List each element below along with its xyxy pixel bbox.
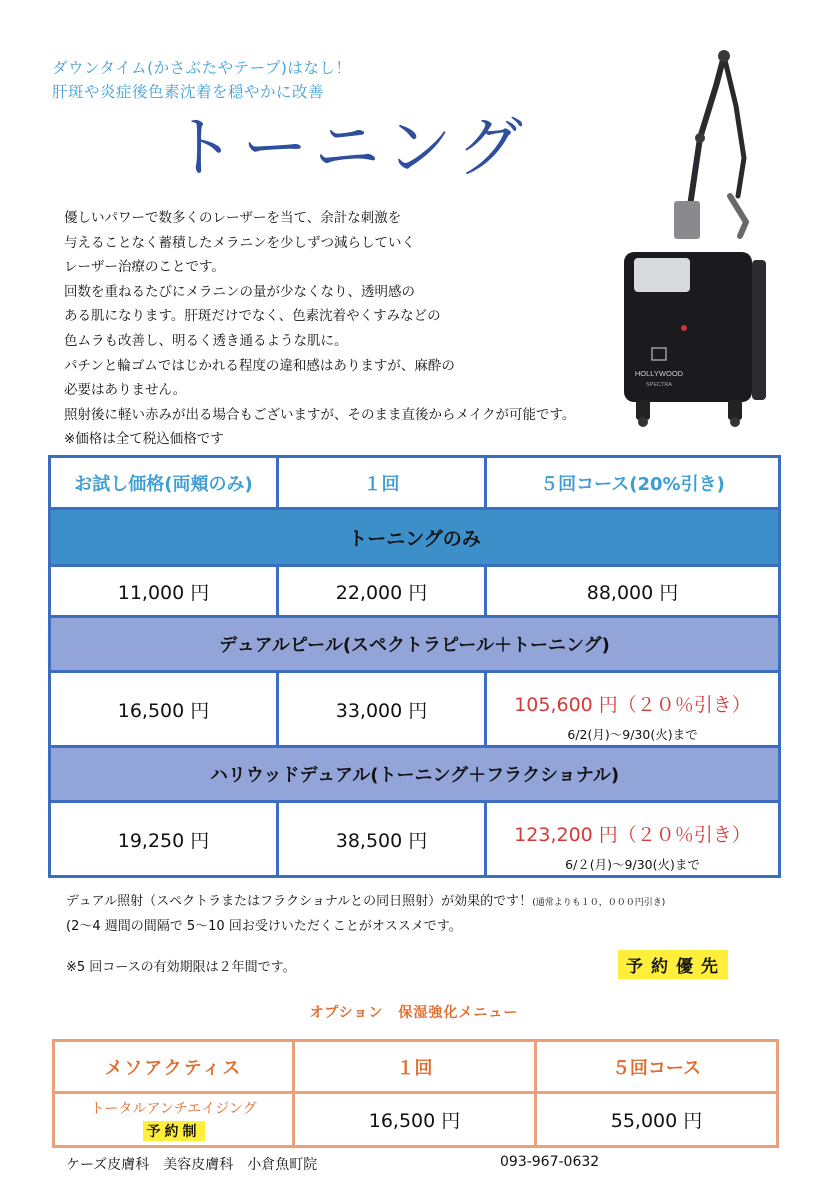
note-discount-small: (通常よりも１０，０００円引き) (532, 898, 666, 908)
description (64, 206, 604, 452)
tagline-line-2: 肝斑や炎症後色素沈着を穏やかに改善 (52, 83, 325, 101)
header-trial: お試し価格(両頬のみ) (50, 457, 278, 509)
price-cell: 88,000 円 (486, 566, 780, 617)
discount-price: 105,600 円（２０％引き） (514, 693, 751, 716)
header-single: １回 (278, 457, 486, 509)
price-cell: 33,000 円 (278, 672, 486, 747)
clinic-phone: 093-967-0632 (500, 1154, 600, 1170)
description-line: パチンと輪ゴムではじかれる程度の違和感はありますが、麻酔の (64, 357, 455, 374)
price-cell: 16,500 円 (50, 672, 278, 747)
section-title-dual-peel: デュアルピール(スペクトラピール＋トーニング) (50, 617, 780, 672)
note-line-2: (2～4 週間の間隔で 5～10 回お受けいただくことがオススメです。 (66, 919, 462, 934)
course-validity-note: ※5 回コースの有効期限は２年間です。 (66, 960, 296, 975)
option-name: メソアクティス (54, 1041, 294, 1093)
option-subtitle: トータルアンチエイジング (90, 1100, 257, 1117)
header-course: ５回コース(20%引き) (486, 457, 780, 509)
section-row (50, 509, 780, 566)
description-line: 回数を重ねるたびにメラニンの量が少なくなり、透明感の (64, 283, 415, 300)
device-arm (690, 56, 724, 206)
price-cell: 11,000 円 (50, 566, 278, 617)
option-price-row (54, 1093, 778, 1147)
device-screen (634, 258, 690, 292)
description-line: 色ムラも改善し、明るく透き通るような肌に。 (64, 332, 348, 349)
description-line: 優しいパワーで数多くのレーザーを当て、余計な刺激を (64, 210, 402, 226)
campaign-period: 6/2(月)～9/30(火)まで (567, 726, 698, 742)
price-cell-discount (486, 802, 780, 877)
option-price-single: 16,500 円 (294, 1093, 536, 1147)
option-header-row (54, 1041, 778, 1093)
section-title-hollywood-dual: ハリウッドデュアル(トーニング＋フラクショナル) (50, 747, 780, 802)
option-reservation-badge: 予約制 (143, 1121, 205, 1141)
description-line: 照射後に軽い赤みが出る場合もございますが、そのまま直後からメイクが可能です。 (64, 406, 576, 423)
price-cell: 19,250 円 (50, 802, 278, 877)
device-arm-upper (724, 56, 744, 196)
table-row (50, 566, 780, 617)
device-brand: HOLLYWOOD (634, 369, 684, 378)
price-cell-discount (486, 672, 780, 747)
option-header-course: ５回コース (536, 1041, 778, 1093)
option-description (54, 1093, 294, 1147)
option-header-single: １回 (294, 1041, 536, 1093)
section-title-toning: トーニングのみ (50, 509, 780, 566)
section-row (50, 617, 780, 672)
description-line: 必要はありません。 (64, 382, 187, 399)
campaign-period: 6/２(月)～9/30(火)まで (565, 856, 700, 872)
tagline (52, 56, 351, 104)
clinic-name: ケーズ皮膚科 美容皮膚科 小倉魚町院 (66, 1157, 318, 1173)
device-brand-sub: SPECTRA (646, 382, 672, 388)
section-row (50, 747, 780, 802)
discount-price: 123,200 円（２０％引き） (514, 823, 751, 846)
description-line: レーザー治療のことです。 (64, 259, 225, 276)
reservation-priority-badge: 予約優先 (618, 950, 728, 979)
option-title: オプション 保湿強化メニュー (309, 1005, 519, 1021)
price-cell: 22,000 円 (278, 566, 486, 617)
table-row (50, 802, 780, 877)
description-line: ある肌になります。肝斑だけでなく、色素沈着やくすみなどの (64, 308, 441, 325)
option-table (52, 1039, 779, 1148)
notes (66, 890, 665, 939)
footer (66, 1154, 600, 1174)
price-header-row (50, 457, 780, 509)
price-cell: 38,500 円 (278, 802, 486, 877)
laser-device-image (612, 46, 782, 446)
tagline-line-1: ダウンタイム(かさぶたやテープ)はなし！ (52, 59, 352, 77)
price-table (48, 455, 781, 878)
description-line: ※価格は全て税込価格です (64, 431, 224, 448)
description-line: 与えることなく蓄積したメラニンを少しずつ減らしていく (64, 234, 415, 251)
note-line-1 (66, 890, 665, 915)
table-row (50, 672, 780, 747)
option-price-course: 55,000 円 (536, 1093, 778, 1147)
note-dual-effect: デュアル照射（スペクトラまたはフラクショナルとの同日照射）が効果的です！ (66, 894, 533, 909)
page-title: トーニング (170, 109, 529, 186)
